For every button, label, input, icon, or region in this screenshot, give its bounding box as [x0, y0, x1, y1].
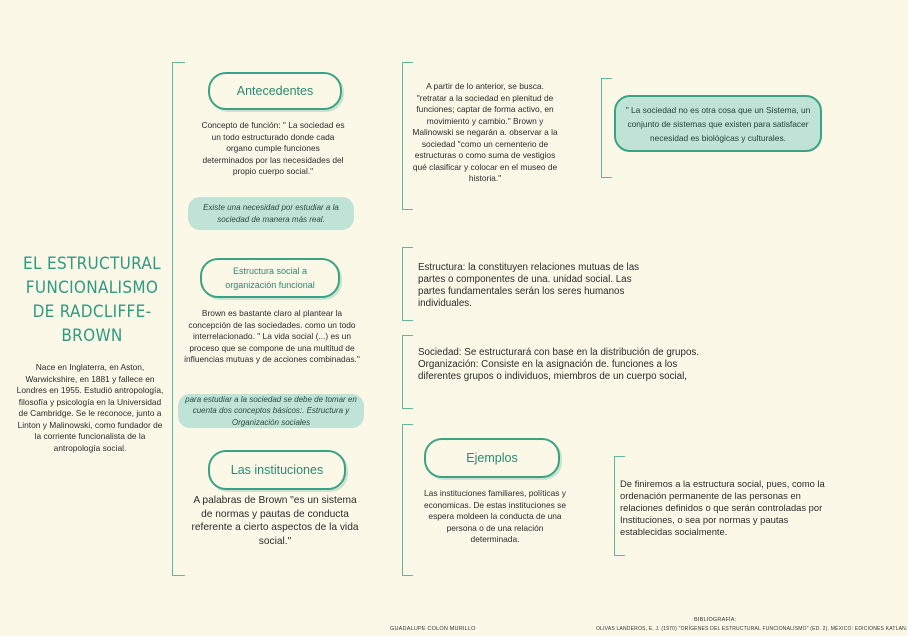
sociedad-def-text: Sociedad: Se estructurará con base en la distribución de grupos. Organización: Consiste en la asignación de. funciones a los diferentes grupos o individuos, miembros de un cuerpo social,: [418, 347, 700, 382]
antecedentes-topic[interactable]: [208, 72, 342, 110]
ejemplos-text: Las instituciones familiares, políticas y economicas. De estas instituciones se espera moldeen la conducta de una persona o de una relación determinada.: [424, 488, 566, 544]
ejemplos-topic[interactable]: [424, 438, 560, 478]
sistema-text: " La sociedad no es otra cosa que un Sistema, un conjunto de sistemas que existen para satisfacer necesidad es biológicas y culturales.: [625, 104, 811, 143]
estructura-social-note: para estudiar a la sociedad se debe de tomar en cuenta dos conceptos básicos:. Estructura y Organización sociales: [178, 394, 364, 428]
instituciones-label: Las instituciones: [230, 463, 324, 477]
estructura-social-label: Estructura social a organización funcional: [225, 266, 315, 290]
footer-bibliography-title: BIBLIOGRAFÍA:: [694, 617, 737, 623]
antecedentes-text: Concepto de función: " La sociedad es un todo estructurado donde cada organo cumple funciones determinados por las necesidades del propio cuerpo social.": [201, 120, 345, 176]
main-title-line: FUNCIONALISMO: [25, 278, 159, 298]
sistema-box: [614, 95, 822, 152]
partir-text: A partir de lo anterior, se busca. "retratar a la sociedad en plenitud de funciones; captar de forma activo, en movimiento y cambio." Brown y Malinowski se negarán a. observar a la sociedad "como un cementerio de estructuras o como suma de vestigios qué clasificar y colocar en el museo de historia.": [412, 81, 558, 183]
intro-text: Nace en Inglaterra, en Aston, Warwickshire, en 1881 y fallece en Londres en 1955. Estudió antropología, filosofía y psicología en la Universidad de Cambridge. Se le reconoce, junto a Linton y Malinowski, como fundador de la corriente funcionalista de la antropología social.: [16, 362, 164, 453]
estructura-bracket: [402, 247, 413, 321]
sistema-bracket: [601, 78, 612, 178]
instituciones-topic[interactable]: [208, 450, 346, 490]
instituciones-text: A palabras de Brown "es un sistema de normas y pautas de conducta referente a cierto aspectos de la vida social.": [191, 495, 359, 547]
main-title-line: DE RADCLIFFE-: [32, 302, 152, 322]
footer-author: GUADALUPE COLON MURILLO: [390, 626, 476, 632]
ejemplos-label: Ejemplos: [466, 451, 518, 465]
estructura-def-text: Estructura: la constituyen relaciones mutuas de las partes o componentes de una. unidad social. Las partes fundamentales serán los seres humanos individuales.: [418, 262, 640, 309]
main-title: [18, 252, 166, 348]
antecedentes-label: Antecedentes: [236, 84, 314, 98]
main-title-line: BROWN: [61, 326, 123, 346]
ejemplos-bracket: [402, 424, 413, 576]
antecedentes-note: Existe una necesidad por estudiar a la sociedad de manera más real.: [188, 197, 354, 230]
footer-bibliography: OLIVAS LANDEROS, E. J. (1970) "ORÍGENES DEL ESTRUCTURAL FUNCIONALISMO" (ED. 2). MÉXICO: EDICIONES KATLAN.: [596, 626, 908, 632]
sociedad-bracket: [402, 335, 413, 409]
estructura-social-text: Brown es bastante claro al plantear la concepción de las sociedades. como un todo interrelacionado. " La vida social (...) es un proceso que se compone de una multitud de influencias mutuas y de acciones combinadas.": [184, 308, 360, 364]
estructura-social-topic[interactable]: [200, 258, 340, 298]
main-title-line: EL ESTRUCTURAL: [23, 254, 161, 274]
definiremos-text: De finiremos a la estructura social, pues, como la ordenación permanente de las personas en relaciones definidos o que serán controladas por Instituciones, o sea por normas y pautas establecidas socialmente.: [620, 478, 825, 537]
